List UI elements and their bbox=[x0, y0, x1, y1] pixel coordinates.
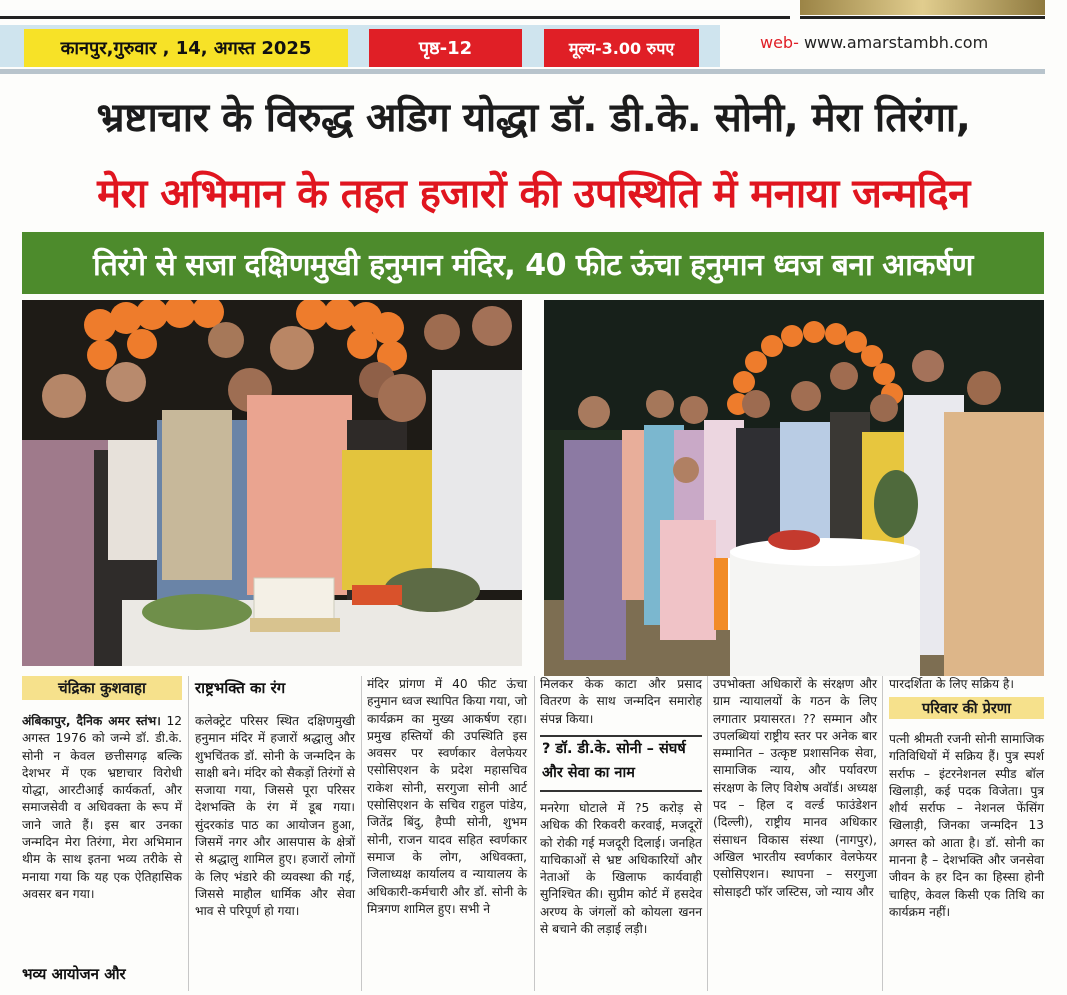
article-column-3 bbox=[367, 676, 527, 918]
page-number: पृष्ठ-12 bbox=[369, 29, 522, 67]
article-text: 12 अगस्त 1976 को जन्मे डॉ. डी.के. सोनी न केवल छत्तीसगढ़ बल्कि देशभर में एक भ्रष्टाचार विरोधी योद्धा, आरटीआई कार्यकर्ता, और समाजसेवी व अधिवक्ता के रूप में जाने जाते हैं। इस बार उनका जन्मदिन मेरा तिरंगा, मेरा अभिमान थीम के साथ इतना भव्य तरीके से मनाया गया कि यह एक ऐतिहासिक अवसर बन गया। bbox=[22, 714, 182, 901]
column-rule bbox=[188, 676, 189, 991]
article-text: मंदिर प्रांगण में 40 फीट ऊंचा हनुमान ध्वज स्थापित किया गया, जो कार्यक्रम का मुख्य आकर्षण रहा। प्रमुख हस्तियों की उपस्थिति इस अवसर पर स्वर्णकार वेलफेयर एसोसिएशन के प्रदेश महासचिव राकेश सोनी, सरगुजा सोनी आर्ट एसोसिएशन के सचिव राहुल पांडेय, जितेंद्र बिंदु, हैप्पी सोनी, शुभम सोनी, राजन यादव सहित स्वर्णकार समाज के लोग, अधिवक्ता, जिलाध्यक्ष कार्यालय व न्यायालय के अधिकारी-कर्मचारी और डॉ. सोनी के मित्रगण शामिल हुए। सभी ने bbox=[367, 677, 527, 916]
masthead bbox=[0, 0, 1067, 80]
article-column-4-top bbox=[540, 676, 702, 728]
subheading-bhavya-aayojan: भव्य आयोजन और bbox=[22, 965, 126, 983]
column-rule bbox=[534, 676, 535, 991]
subheading-rule bbox=[540, 790, 702, 792]
article-column-5 bbox=[713, 676, 877, 901]
headline-banner: तिरंगे से सजा दक्षिणमुखी हनुमान मंदिर, 40 फीट ऊंचा हनुमान ध्वज बना आकर्षण bbox=[22, 232, 1044, 294]
subheading-sangharsh: ? डॉ. डी.के. सोनी – संघर्ष और सेवा का नाम bbox=[542, 741, 686, 781]
column-rule bbox=[882, 676, 883, 991]
photo-group-flag bbox=[544, 300, 1044, 676]
masthead-rule-left bbox=[0, 16, 790, 19]
website-line bbox=[760, 33, 988, 52]
article-text: कलेक्ट्रेट परिसर स्थित दक्षिणमुखी हनुमान मंदिर में हजारों श्रद्धालु और शुभचिंतक डॉ. सोनी के जन्मदिन के साक्षी बने। मंदिर को सैकड़ों तिरंगों से सजाया गया, जिससे पूरा परिसर देशभक्ति के रंग में डूब गया। सुंदरकांड पाठ का आयोजन हुआ, जिसमें नगर और आसपास के क्षेत्रों से श्रद्धालु शामिल हुए। हजारों लोगों के लिए भंडारे की व्यवस्था की गई, जिससे माहौल धार्मिक और सेवा भाव से परिपूर्ण हो गया। bbox=[195, 714, 355, 919]
column-rule bbox=[707, 676, 708, 991]
column-rule bbox=[361, 676, 362, 991]
subheading-rashtrabhakti: राष्ट्रभक्ति का रंग bbox=[195, 679, 286, 697]
issue-price: मूल्य-3.00 रुपए bbox=[544, 29, 699, 67]
issue-date: कानपुर,गुरुवार , 14, अगस्त 2025 bbox=[24, 29, 348, 67]
website-label: web- bbox=[760, 33, 799, 52]
headline-line-1: भ्रष्टाचार के विरुद्ध अडिग योद्धा डॉ. डी.के. सोनी, मेरा तिरंगा, bbox=[96, 95, 971, 141]
article-column-6-top bbox=[889, 676, 1044, 693]
article-column-1 bbox=[22, 713, 182, 903]
article-text: पत्नी श्रीमती रजनी सोनी सामाजिक गतिविधियों में सक्रिय हैं। पुत्र स्पर्श सर्राफ – इंटरनेशनल स्पीड बॉल खिलाड़ी, कई पदक विजेता। पुत्र शौर्य सर्राफ – नेशनल फेंसिंग खिलाड़ी, जिनका जन्मदिन 13 अगस्त को आता है। डॉ. सोनी का मानना है – देशभक्ति और जनसेवा जीवन के हर दिन का हिस्सा होनी चाहिए, केवल किसी एक तिथि का कार्यक्रम नहीं। bbox=[889, 732, 1044, 919]
masthead-gold-bar bbox=[800, 0, 1045, 15]
article-text: पारदर्शिता के लिए सक्रिय है। bbox=[889, 677, 1015, 691]
article-column-2 bbox=[195, 713, 355, 921]
article-text: मिलकर केक काटा और प्रसाद वितरण के साथ जन्मदिन समारोह संपन्न किया। bbox=[540, 677, 702, 726]
masthead-rule-right bbox=[800, 16, 1045, 19]
article-column-4-body bbox=[540, 800, 702, 938]
author-byline: चंद्रिका कुशवाहा bbox=[22, 676, 182, 700]
dateline: अंबिकापुर, दैनिक अमर स्तंभ। bbox=[22, 714, 161, 728]
photo-cake-cutting bbox=[22, 300, 522, 666]
photo-cake-cutting-image bbox=[22, 300, 522, 666]
article-column-6-body bbox=[889, 731, 1044, 921]
photo-group-flag-image bbox=[544, 300, 1044, 676]
subheading-parivar: परिवार की प्रेरणा bbox=[889, 697, 1044, 719]
article-text: मनरेगा घोटाले में ?5 करोड़ से अधिक की रिकवरी करवाई, मजदूरों को रोकी गई मजदूरी दिलाई। जनहित याचिकाओं से भ्रष्ट अधिकारियों और नेताओं के खिलाफ कार्यवाही सुनिश्चित की। सुप्रीम कोर्ट में हसदेव अरण्य के जंगलों को कोयला खनन से बचाने की लड़ाई लड़ी। bbox=[540, 801, 702, 937]
masthead-strip bbox=[0, 69, 1045, 74]
headline-line-2: मेरा अभिमान के तहत हजारों की उपस्थिति में मनाया जन्मदिन bbox=[97, 171, 970, 217]
website-url[interactable]: www.amarstambh.com bbox=[803, 33, 989, 52]
article-text: उपभोक्ता अधिकारों के संरक्षण और ग्राम न्यायालयों के गठन के लिए लगातार प्रयासरत। ?? सम्मान और उपलब्धियां राष्ट्रीय स्तर पर अनेक बार सम्मानित – उत्कृष्ट प्रशासनिक सेवा, सामाजिक न्याय, और पर्यावरण संरक्षण के लिए विशेष अवॉर्ड। अध्यक्ष पद – हिल द वर्ल्ड फाउंडेशन (दिल्ली), राष्ट्रीय मानव अधिकार संसाधन विकास संस्था (नागपुर), अखिल भारतीय स्वर्णकार वेलफेयर एसोसिएशन। स्थापना – सरगुजा सोसाइटी फॉर जस्टिस, जो न्याय और bbox=[713, 677, 877, 899]
